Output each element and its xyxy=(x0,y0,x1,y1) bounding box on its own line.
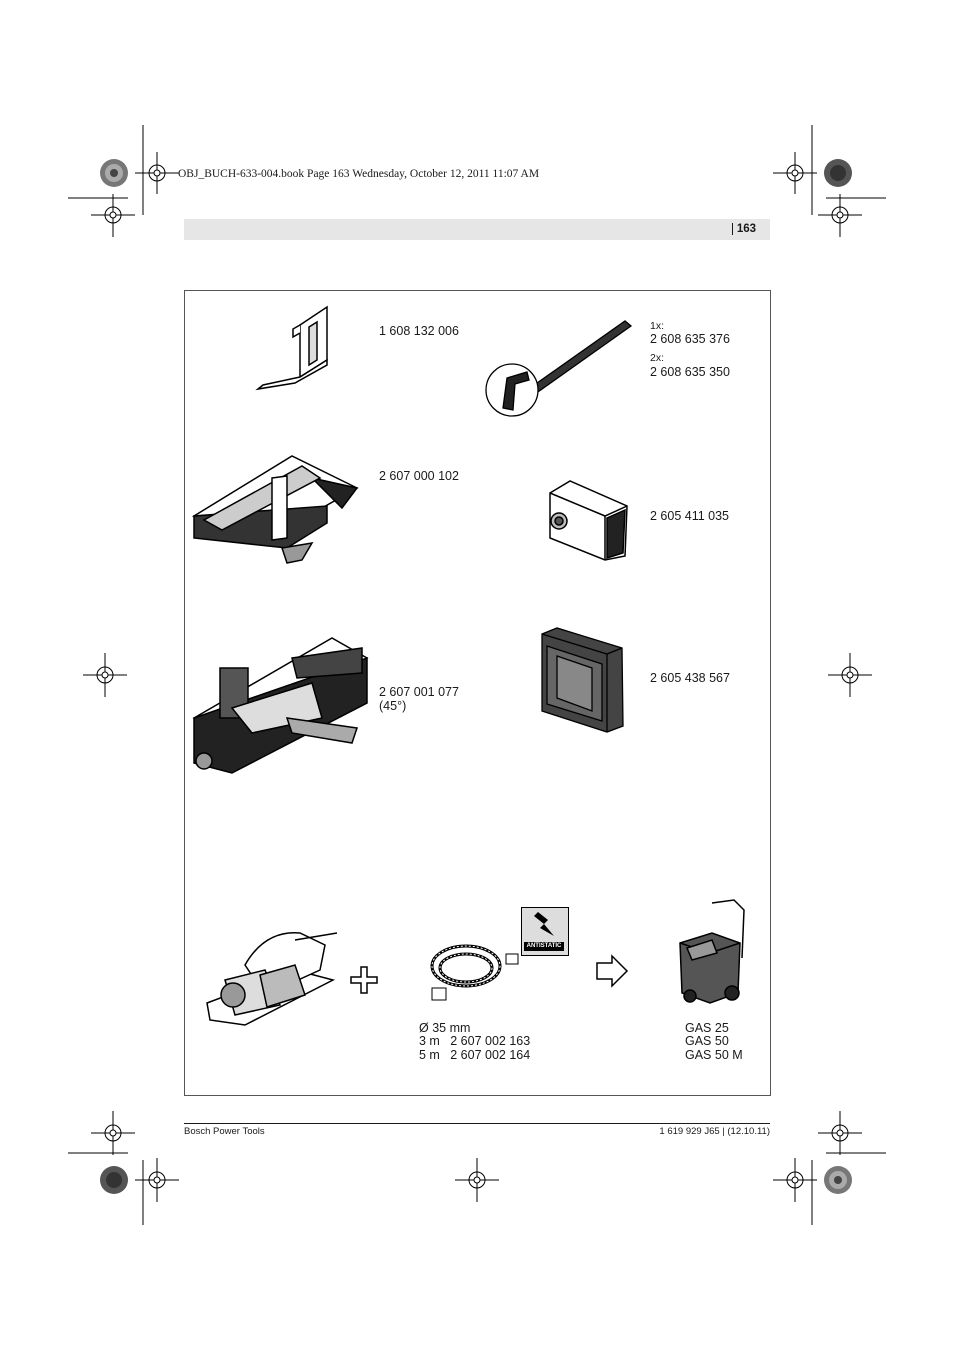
footer-doc-number: 1 619 929 J65 | (12.10.11) xyxy=(659,1126,770,1137)
blade-strip-illustration xyxy=(485,318,635,423)
qty-2x: 2x: xyxy=(650,352,665,364)
carrying-case-illustration xyxy=(537,626,629,732)
code-1-608-132-006: 1 608 132 006 xyxy=(379,324,459,338)
code-2-605-411-035: 2 605 411 035 xyxy=(650,509,730,523)
print-info-line: OBJ_BUCH-633-004.book Page 163 Wednesday, October 12, 2011 11:07 AM xyxy=(178,168,540,180)
qty-1x: 1x: xyxy=(650,320,665,332)
footer-rule xyxy=(184,1123,770,1124)
arrow-right-icon xyxy=(596,955,628,987)
plus-icon xyxy=(351,967,377,993)
parallel-guide-illustration xyxy=(192,448,362,573)
extractor-gas-50: GAS 50 xyxy=(685,1034,729,1048)
planer-illustration xyxy=(205,925,340,1030)
hose-diameter: Ø 35 mm xyxy=(419,1021,471,1035)
dust-bag-illustration xyxy=(545,478,633,564)
footer-brand: Bosch Power Tools xyxy=(184,1126,265,1137)
angle-guide-illustration xyxy=(192,633,372,773)
extractor-gas-50-m: GAS 50 M xyxy=(685,1048,743,1062)
code-2-608-635-376: 2 608 635 376 xyxy=(650,332,730,346)
extraction-hose-illustration xyxy=(428,938,520,1006)
hose-5m: 5 m 2 607 002 164 xyxy=(419,1048,531,1062)
guide-bracket-illustration xyxy=(255,305,335,393)
antistatic-badge xyxy=(521,907,569,956)
hose-3m: 3 m 2 607 002 163 xyxy=(419,1034,531,1048)
code-2-608-635-350: 2 608 635 350 xyxy=(650,365,730,379)
code-2-607-000-102: 2 607 000 102 xyxy=(379,469,459,483)
extractor-gas-25: GAS 25 xyxy=(685,1021,729,1035)
code-2-607-001-077: 2 607 001 077 (45°) xyxy=(379,685,459,713)
antistatic-label: ANTISTATIC xyxy=(524,942,564,951)
lightning-icon xyxy=(534,912,556,940)
page-number: 163 xyxy=(732,223,756,235)
code-2-605-438-567: 2 605 438 567 xyxy=(650,671,730,685)
page-header-bar xyxy=(184,219,770,240)
dust-extractor-illustration xyxy=(672,898,752,1008)
